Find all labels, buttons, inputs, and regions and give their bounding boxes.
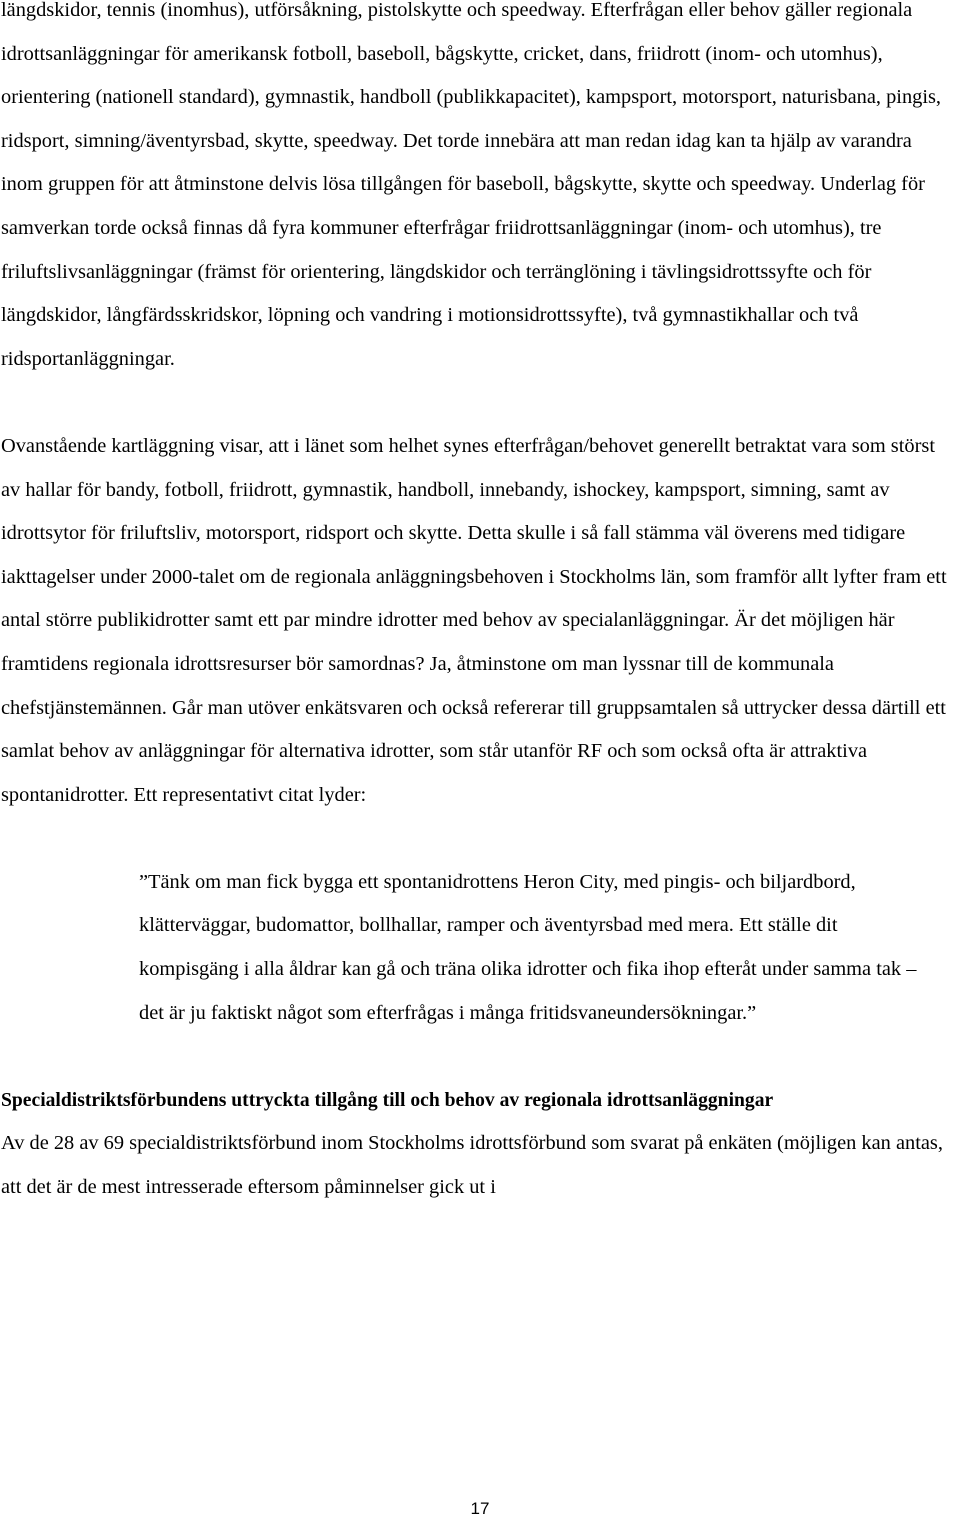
paragraph-spacer	[0, 381, 960, 425]
body-paragraph-3: Av de 28 av 69 specialdistriktsförbund inom Stockholms idrottsförbund som svarat på enkäten (möjligen kan antas, att det är de mest intresserade eftersom påminnelser gick ut i	[1, 1132, 943, 1199]
block-quote: ”Tänk om man fick bygga ett spontanidrottens Heron City, med pingis- och biljardbord, klätterväggar, budomattor, bollhallar, ramper och äventyrsbad med mera. Ett ställe dit kompisgäng i alla åldrar kan gå och träna olika idrotter och fika ihop efteråt under samma tak – det är ju faktiskt något som efterfrågas i många fritidsvaneundersökningar.”	[139, 870, 917, 1024]
section-heading: Specialdistriktsförbundens uttryckta tillgång till och behov av regionala idrottsanläggningar	[1, 1089, 774, 1111]
paragraph-spacer	[0, 1035, 960, 1079]
paragraph-spacer	[0, 817, 960, 861]
body-paragraph-2: Ovanstående kartläggning visar, att i länet som helhet synes efterfrågan/behovet generellt betraktat vara som störst av hallar för bandy, fotboll, friidrott, gymnastik, handboll, innebandy, ishockey, kampsport, simning, samt av idrottsytor för friluftsliv, motorsport, ridsport och skytte. Detta skulle i så fall stämma väl överens med tidigare iakttagelser under 2000-talet om de regionala anläggningsbehoven i Stockholms län, som framför allt lyfter fram ett antal större publikidrotter samt ett par mindre idrotter med behov av specialanläggningar. Är det möjligen här framtidens regionala idrottsresurser bör samordnas? Ja, åtminstone om man lyssnar till de kommunala chefstjänstemännen. Går man utöver enkätsvaren och också refererar till gruppsamtalen så uttrycker dessa därtill ett samlat behov av anläggningar för alternativa idrotter, som står utanför RF och som också ofta är attraktiva spontanidrotter. Ett representativt citat lyder:	[1, 434, 947, 806]
body-paragraph-1: längdskidor, tennis (inomhus), utförsåkning, pistolskytte och speedway. Efterfrågan eller behov gäller regionala idrottsanläggningar för amerikansk fotboll, baseboll, bågskytte, cricket, dans, friidrott (inom- och utomhus), orientering (nationell standard), gymnastik, handboll (publikkapacitet), kampsport, motorsport, naturisbana, pingis, ridsport, simning/äventyrsbad, skytte, speedway. Det torde innebära att man redan idag kan ta hjälp av varandra inom gruppen för att åtminstone delvis lösa tillgången för baseboll, bågskytte, skytte och speedway. Underlag för samverkan torde också finnas då fyra kommuner efterfrågar friidrottsanläggningar (inom- och utomhus), tre friluftslivsanläggningar (främst för orientering, längdskidor och terränglöning i tävlingsidrottssyfte och för längdskidor, långfärdsskridskor, löpning och vandring i motionsidrottssyfte), två gymnastikhallar och två ridsportanläggningar.	[1, 0, 942, 370]
page-number: 17	[470, 1499, 490, 1518]
